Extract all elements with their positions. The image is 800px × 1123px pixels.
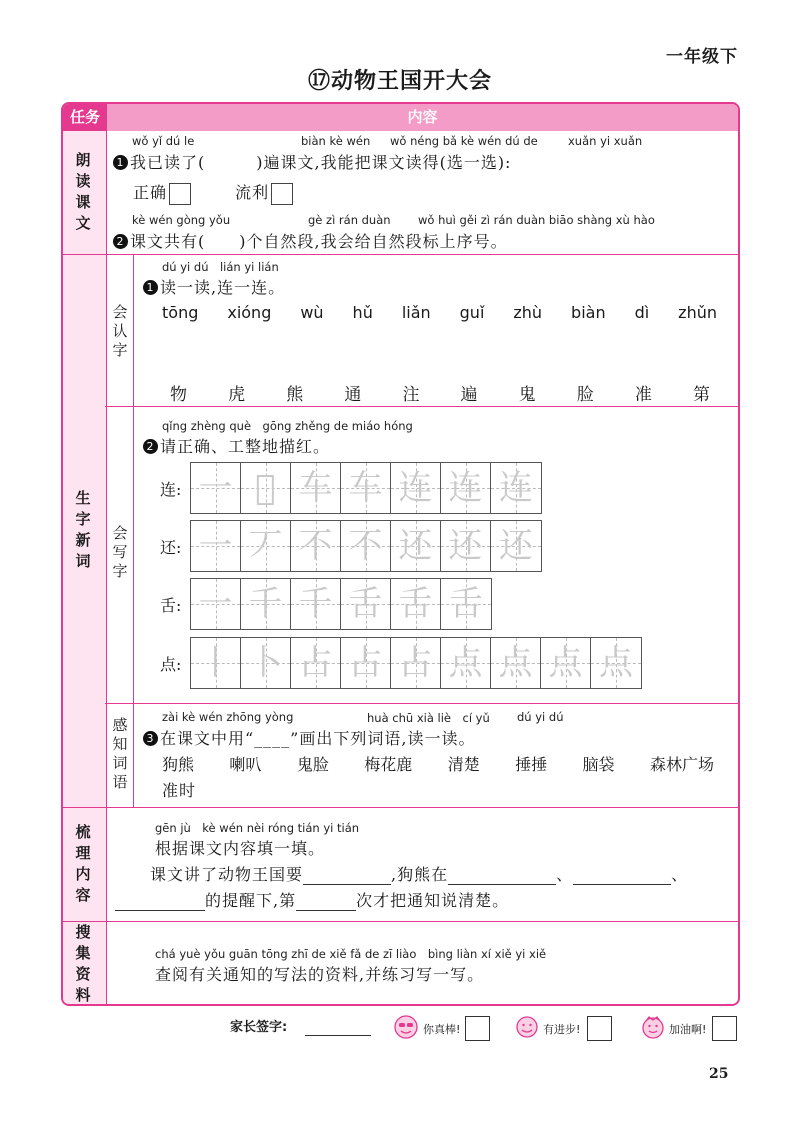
pinyin-item[interactable]: guǐ bbox=[459, 303, 485, 322]
writing-cell[interactable]: 不 bbox=[341, 521, 391, 571]
writing-cell[interactable]: 点 bbox=[591, 638, 641, 688]
section-label-sort: 梳 理 内 容 bbox=[75, 823, 91, 904]
sort-line-2: 的提醒下,第 次才把通知说清楚。 bbox=[115, 888, 509, 911]
pinyin: wǒ yǐ dú le bbox=[132, 134, 195, 148]
pinyin: xuǎn yi xuǎn bbox=[568, 134, 643, 148]
smiley-sun-icon bbox=[514, 1014, 540, 1040]
divider bbox=[105, 703, 740, 704]
divider bbox=[105, 406, 740, 407]
writing-cell[interactable]: 舌 bbox=[341, 579, 391, 629]
option-correct-label: 正确 bbox=[133, 183, 168, 202]
write-row-label: 点: bbox=[160, 655, 182, 674]
writing-grid[interactable] bbox=[190, 462, 542, 514]
question-read-link: 1 读一读,连一连。 bbox=[143, 275, 285, 298]
sublabel-recognize: 会 认 字 bbox=[112, 303, 128, 359]
pinyin-item[interactable]: xióng bbox=[227, 303, 272, 322]
pinyin-item[interactable]: dì bbox=[634, 303, 650, 322]
page-title: ⑰动物王国开大会 bbox=[307, 69, 492, 94]
writing-cell[interactable]: 卜 bbox=[241, 638, 291, 688]
praise-great: 你真棒! bbox=[423, 1023, 461, 1036]
question-underline: 3 在课文中用“____”画出下列词语,读一读。 bbox=[143, 726, 475, 749]
pinyin: biàn kè wén bbox=[301, 134, 371, 148]
writing-cell[interactable]: 占 bbox=[391, 638, 441, 688]
question-2: 2 课文共有( )个自然段,我会给自然段标上序号。 bbox=[113, 229, 508, 252]
header-content: 内容 bbox=[107, 104, 738, 131]
writing-cell[interactable]: 连 bbox=[491, 463, 541, 513]
section-label-words: 生 字 新 词 bbox=[75, 489, 91, 570]
writing-cell[interactable]: 点 bbox=[491, 638, 541, 688]
vocab-word[interactable]: 狗熊 bbox=[162, 755, 195, 774]
char-item[interactable]: 遍 bbox=[460, 385, 478, 405]
vocab-word[interactable]: 捶捶 bbox=[515, 755, 548, 774]
page-number: 25 bbox=[709, 1066, 729, 1082]
writing-cell[interactable]: 丆 bbox=[241, 521, 291, 571]
writing-cell[interactable]: 一 bbox=[191, 521, 241, 571]
number-badge: 2 bbox=[143, 439, 158, 454]
answer-blank[interactable] bbox=[448, 884, 556, 885]
writing-cell[interactable]: 𠀉 bbox=[241, 463, 291, 513]
writing-cell[interactable]: 占 bbox=[291, 638, 341, 688]
grade-label: 一年级下 bbox=[666, 47, 738, 67]
writing-cell[interactable]: 一 bbox=[191, 579, 241, 629]
vocab-word[interactable]: 喇叭 bbox=[229, 755, 262, 774]
pinyin: qǐng zhèng què gōng zhěng de miáo hóng bbox=[162, 419, 413, 433]
praise-cheer: 加油啊! bbox=[669, 1023, 707, 1036]
char-item[interactable]: 通 bbox=[344, 385, 362, 405]
writing-cell[interactable]: 连 bbox=[441, 463, 491, 513]
pinyin-item[interactable]: hǔ bbox=[352, 303, 373, 322]
pinyin: kè wén gòng yǒu bbox=[132, 213, 231, 227]
sublabel-sense: 感 知 词 语 bbox=[112, 716, 128, 791]
writing-cell[interactable]: 点 bbox=[541, 638, 591, 688]
writing-cell[interactable]: 点 bbox=[441, 638, 491, 688]
header-task: 任务 bbox=[63, 104, 107, 131]
vocab-word[interactable]: 清楚 bbox=[447, 755, 480, 774]
char-item[interactable]: 准 bbox=[634, 385, 652, 405]
option-fluent-label: 流利 bbox=[235, 183, 270, 202]
option-row bbox=[133, 180, 293, 205]
divider bbox=[61, 254, 740, 255]
write-row-label: 还: bbox=[160, 538, 182, 557]
number-badge: 3 bbox=[143, 731, 158, 746]
vocab-row bbox=[162, 752, 714, 775]
smiley-cheer-icon bbox=[640, 1014, 666, 1040]
writing-cell[interactable]: 舌 bbox=[441, 579, 491, 629]
writing-cell[interactable]: 不 bbox=[291, 521, 341, 571]
checkbox-fluent[interactable] bbox=[271, 183, 293, 205]
char-row bbox=[170, 380, 710, 405]
char-item[interactable]: 第 bbox=[692, 385, 710, 405]
sort-instruction: 根据课文内容填一填。 bbox=[155, 839, 326, 858]
pinyin-item[interactable]: zhǔn bbox=[678, 303, 717, 322]
divider bbox=[61, 921, 740, 922]
pinyin-item[interactable]: biàn bbox=[571, 303, 606, 322]
char-item[interactable]: 注 bbox=[402, 385, 420, 405]
number-badge: 1 bbox=[113, 155, 128, 170]
pinyin: chá yuè yǒu guān tōng zhī de xiě fǎ de zī liào bìng liàn xí xiě yi xiě bbox=[155, 947, 547, 961]
vocab-word[interactable]: 森林广场 bbox=[649, 755, 714, 774]
answer-blank[interactable] bbox=[573, 884, 671, 885]
section-label-read: 朗 读 课 文 bbox=[75, 151, 91, 232]
writing-cell[interactable]: 占 bbox=[341, 638, 391, 688]
writing-cell[interactable]: 一 bbox=[191, 463, 241, 513]
answer-blank[interactable] bbox=[296, 910, 356, 911]
char-item[interactable]: 熊 bbox=[286, 385, 304, 405]
section-label-collect: 搜 集 资 料 bbox=[75, 923, 91, 1004]
writing-grid[interactable] bbox=[190, 637, 642, 689]
pinyin: zài kè wén zhōng yòng bbox=[162, 710, 294, 724]
answer-blank[interactable] bbox=[303, 884, 391, 885]
vocab-word[interactable]: 准时 bbox=[162, 781, 197, 800]
pinyin: dú yi dú lián yi lián bbox=[162, 260, 279, 274]
question-trace: 2 请正确、工整地描红。 bbox=[143, 434, 330, 457]
signature-line[interactable] bbox=[305, 1035, 371, 1036]
writing-grid[interactable] bbox=[190, 520, 542, 572]
pinyin: huà chū xià liè cí yǔ bbox=[367, 711, 490, 725]
writing-cell[interactable]: 连 bbox=[391, 463, 441, 513]
praise-box[interactable] bbox=[712, 1016, 737, 1041]
vocab-word[interactable]: 脑袋 bbox=[582, 755, 615, 774]
pinyin-row bbox=[162, 303, 717, 322]
vocab-word[interactable]: 鬼脸 bbox=[296, 755, 329, 774]
writing-cell[interactable]: 还 bbox=[441, 521, 491, 571]
pinyin-item[interactable]: tōng bbox=[162, 303, 199, 322]
praise-box[interactable] bbox=[465, 1016, 490, 1041]
sublabel-write: 会 写 字 bbox=[112, 524, 128, 580]
write-row-label: 舌: bbox=[160, 596, 182, 615]
pinyin: gè zì rán duàn bbox=[308, 213, 391, 227]
vocab-word[interactable]: 梅花鹿 bbox=[364, 755, 413, 774]
sort-line-1: 课文讲了动物王国要 ,狗熊在 、 、 bbox=[150, 865, 689, 884]
praise-progress: 有进步! bbox=[543, 1023, 581, 1036]
pinyin: gēn jù kè wén nèi róng tián yi tián bbox=[155, 821, 360, 835]
writing-cell[interactable]: 千 bbox=[241, 579, 291, 629]
writing-cell[interactable]: 车 bbox=[341, 463, 391, 513]
pinyin: wǒ néng bǎ kè wén dú de bbox=[390, 134, 538, 148]
writing-cell[interactable]: 还 bbox=[391, 521, 441, 571]
smiley-sunglasses-icon bbox=[393, 1014, 419, 1040]
char-item[interactable]: 虎 bbox=[228, 385, 246, 405]
number-badge: 2 bbox=[113, 234, 128, 249]
char-item[interactable]: 物 bbox=[170, 385, 187, 405]
pinyin: dú yi dú bbox=[517, 710, 564, 724]
writing-grid[interactable] bbox=[190, 578, 492, 630]
writing-cell[interactable]: 千 bbox=[291, 579, 341, 629]
answer-blank[interactable] bbox=[115, 910, 205, 911]
writing-cell[interactable]: 舌 bbox=[391, 579, 441, 629]
writing-cell[interactable]: 还 bbox=[491, 521, 541, 571]
char-item[interactable]: 鬼 bbox=[518, 385, 536, 405]
write-row-label: 连: bbox=[160, 480, 182, 499]
writing-cell[interactable]: 丨 bbox=[191, 638, 241, 688]
divider bbox=[61, 807, 740, 808]
checkbox-correct[interactable] bbox=[169, 183, 191, 205]
question-1: 1 我已读了( )遍课文,我能把课文读得(选一选): bbox=[113, 150, 511, 173]
parent-sign-label: 家长签字: bbox=[230, 1020, 288, 1035]
pinyin-item[interactable]: zhù bbox=[513, 303, 543, 322]
number-badge: 1 bbox=[143, 280, 158, 295]
praise-box[interactable] bbox=[587, 1016, 612, 1041]
pinyin-item[interactable]: wù bbox=[300, 303, 324, 322]
writing-cell[interactable]: 车 bbox=[291, 463, 341, 513]
char-item[interactable]: 脸 bbox=[576, 385, 594, 405]
collect-instruction: 查阅有关通知的写法的资料,并练习写一写。 bbox=[155, 965, 485, 984]
pinyin: wǒ huì gěi zì rán duàn biāo shàng xù hào bbox=[418, 213, 655, 227]
pinyin-item[interactable]: liǎn bbox=[401, 303, 431, 322]
